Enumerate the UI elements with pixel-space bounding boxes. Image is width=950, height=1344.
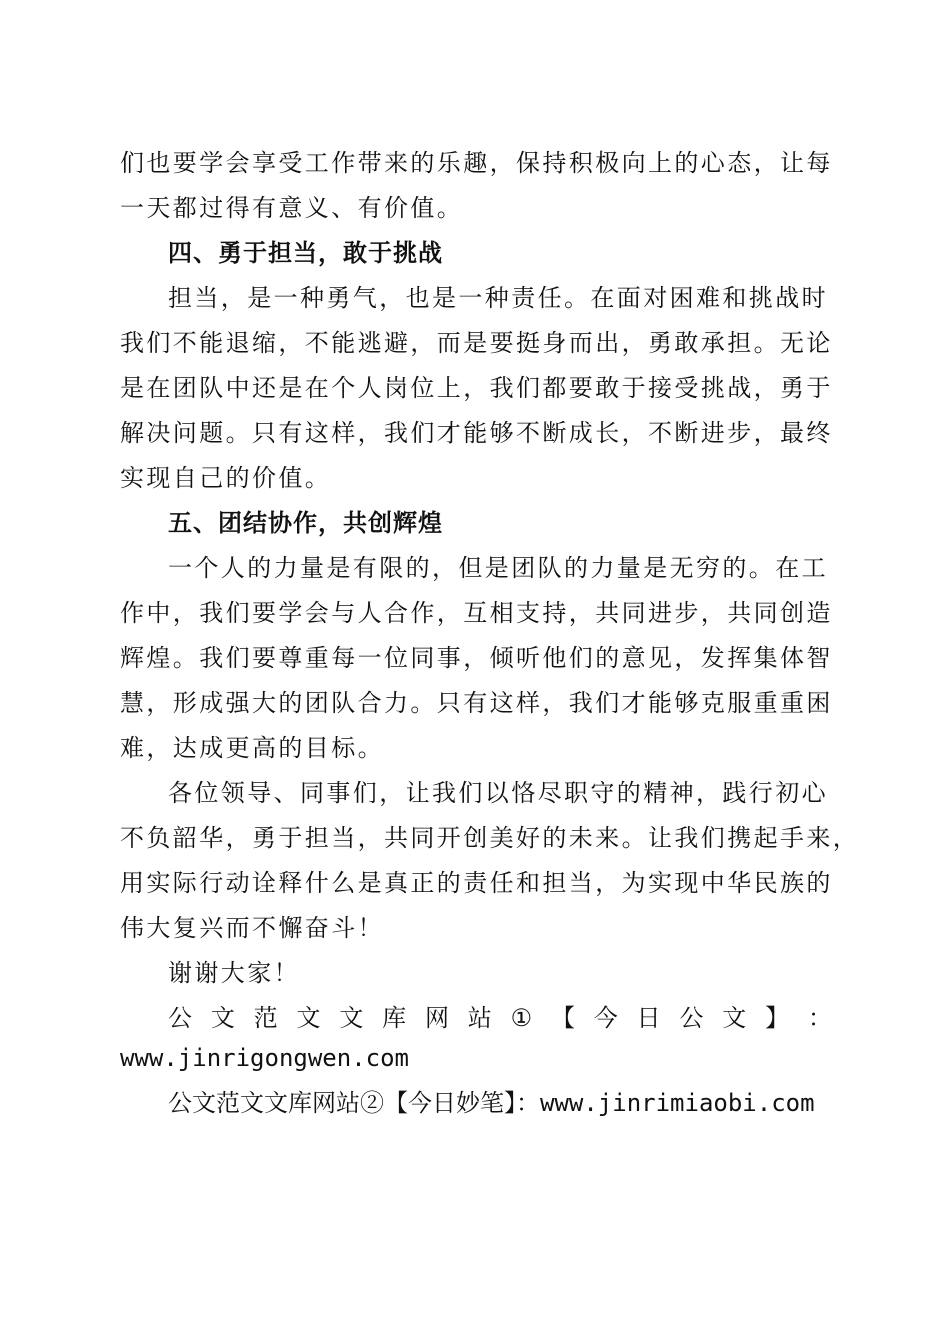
footer-site-1-char: 库 <box>382 1004 407 1032</box>
footer-site-1-char: 文 <box>296 1004 321 1032</box>
section-5-heading: 五、团结协作，共创辉煌 <box>168 509 443 537</box>
section-5-line-3: 辉煌。我们要尊重每一位同事，倾听他们的意见，发挥集体智 <box>120 644 833 672</box>
section-5-line-2: 作中，我们要学会与人合作，互相支持，共同进步，共同创造 <box>120 599 833 627</box>
section-4-line-1: 担当，是一种勇气，也是一种责任。在面对困难和挑战时 <box>168 284 828 312</box>
footer-site-1-label <box>168 1003 832 1033</box>
closing-line-1: 各位领导、同事们，让我们以恪尽职守的精神，践行初心 <box>168 779 828 807</box>
footer-site-1-char: 网 <box>424 1004 449 1032</box>
footer-site-1-char: ： <box>807 1004 832 1032</box>
footer-site-2-url[interactable]: www.jinrimiaobi.com <box>540 1089 815 1117</box>
footer-site-1-char: ① <box>510 1004 533 1032</box>
paragraph-1-line-1: 们也要学会享受工作带来的乐趣，保持积极向上的心态，让每 <box>120 149 833 177</box>
closing-line-2: 不负韶华，勇于担当，共同开创美好的未来。让我们携起手来， <box>120 824 860 852</box>
section-4-line-3: 是在团队中还是在个人岗位上，我们都要敢于接受挑战，勇于 <box>120 374 833 402</box>
footer-site-1-url[interactable]: www.jinrigongwen.com <box>120 1044 409 1072</box>
footer-site-1-char: 今 <box>593 1004 618 1032</box>
footer-site-1-char: 范 <box>253 1004 278 1032</box>
section-4-line-2: 我们不能退缩，不能逃避，而是要挺身而出，勇敢承担。无论 <box>120 329 833 357</box>
paragraph-1-line-2: 一天都过得有意义、有价值。 <box>120 194 464 222</box>
closing-line-4: 伟大复兴而不懈奋斗！ <box>120 914 384 942</box>
section-4-line-5: 实现自己的价值。 <box>120 464 332 492</box>
footer-site-1-char: 公 <box>168 1004 192 1032</box>
footer-site-1-char: 文 <box>722 1004 747 1032</box>
section-4-heading: 四、勇于担当，敢于挑战 <box>168 239 443 267</box>
footer-site-2-label: 公文范文文库网站②【今日妙笔】： <box>168 1089 540 1117</box>
closing-thanks: 谢谢大家！ <box>168 959 300 987</box>
footer-site-1-char: 日 <box>636 1004 661 1032</box>
closing-line-3: 用实际行动诠释什么是真正的责任和担当，为实现中华民族的 <box>120 869 833 897</box>
footer-site-1-char: 公 <box>679 1004 704 1032</box>
footer-site-1-char: 】 <box>765 1004 790 1032</box>
footer-site-1-char: 文 <box>339 1004 364 1032</box>
section-4-line-4: 解决问题。只有这样，我们才能够不断成长，不断进步，最终 <box>120 419 833 447</box>
section-5-line-4: 慧，形成强大的团队合力。只有这样，我们才能够克服重重困 <box>120 689 833 717</box>
footer-site-1-char: 文 <box>210 1004 235 1032</box>
footer-site-2 <box>168 1088 832 1118</box>
section-5-line-5: 难，达成更高的目标。 <box>120 734 384 762</box>
section-5-line-1: 一个人的力量是有限的，但是团队的力量是无穷的。在工 <box>168 554 828 582</box>
footer-site-1-char: 【 <box>550 1004 575 1032</box>
footer-site-1-char: 站 <box>467 1004 492 1032</box>
